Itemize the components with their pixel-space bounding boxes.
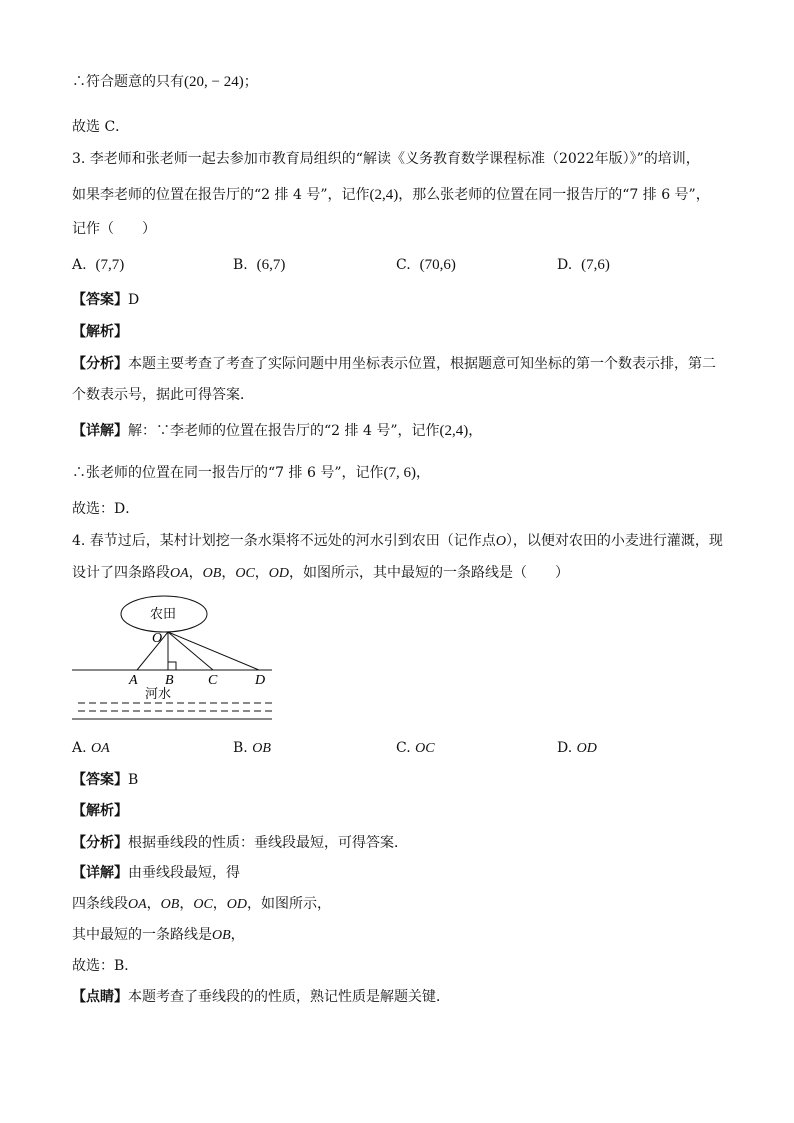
q3-xiangjie-2: ∴张老师的位置在同一报告厅的“7 排 6 号”，记作(7, 6)， — [72, 465, 430, 481]
q3-fenxi-1: 【分析】本题主要考查了考查了实际问题中用坐标表示位置，根据题意可知坐标的第一个数表示排，第二 — [72, 356, 716, 372]
q4-fenxi: 【分析】根据垂线段的性质：垂线段最短，可得答案． — [72, 835, 408, 851]
q3-xiangjie-3: 故选：D． — [72, 501, 140, 517]
q4-figure — [72, 592, 277, 724]
q4-stem-line-1: 4. 春节过后，某村计划挖一条水渠将不远处的河水引到农田（记作点O），以便对农田的小麦进行灌溉，现 — [72, 533, 723, 549]
point-a-label: A — [129, 673, 138, 688]
q4-jiexi: 【解析】 — [72, 803, 128, 819]
point-c-label: C — [208, 673, 218, 688]
q4-xiangjie-2: 四条线段OA，OB，OC，OD，如图所示， — [72, 896, 332, 912]
q3-stem-line-3: 记作（ ） — [72, 221, 156, 237]
point-d-label: D — [255, 673, 266, 688]
q3-option-d: D. (7,6) — [557, 257, 610, 273]
segment-od — [168, 632, 259, 670]
q3-answer: 【答案】D — [72, 292, 140, 308]
segment-oc — [168, 632, 213, 670]
q4-answer: 【答案】B — [72, 772, 139, 788]
q3-jiexi: 【解析】 — [72, 324, 128, 340]
q4-xiangjie-1: 【详解】由垂线段最短，得 — [72, 865, 240, 881]
choice-line: 故选 C． — [72, 119, 130, 135]
q3-option-a: A. (7,7) — [72, 257, 125, 273]
q4-xiangjie-3: 其中最短的一条路线是OB， — [72, 927, 245, 943]
q3-option-c: C. (70,6) — [396, 257, 456, 273]
q4-option-a: A. OA — [72, 740, 110, 756]
q4-dianjing: 【点睛】本题考查了垂线段的的性质，熟记性质是解题关键． — [72, 989, 450, 1005]
point-o-label: O — [152, 631, 163, 646]
q3-xiangjie-1: 【详解】解：∵李老师的位置在报告厅的“2 排 4 号”，记作(2,4)， — [72, 423, 483, 439]
q3-option-b: B. (6,7) — [233, 257, 286, 273]
q4-option-c: C. OC — [396, 740, 435, 756]
q3-stem-line-2 — [72, 185, 710, 205]
q4-stem-line-2: 设计了四条路段OA，OB，OC，OD，如图所示，其中最短的一条路线是（ ） — [72, 565, 570, 581]
point-b-label: B — [165, 673, 174, 688]
coordinate: (2,4) — [369, 187, 399, 203]
q4-xiangjie-4: 故选：B． — [72, 958, 139, 974]
river-label: 河水 — [145, 686, 172, 701]
coordinate: (20, − 24) — [184, 74, 244, 90]
right-angle-mark — [168, 662, 176, 670]
text: ； — [243, 74, 258, 90]
q4-option-d: D. OD — [557, 740, 597, 756]
field-label: 农田 — [150, 606, 177, 621]
q4-option-b: B. OB — [233, 740, 271, 756]
text: ∴符合题意的只有 — [72, 74, 184, 90]
text: ，那么张老师的位置在同一报告厅的“7 排 6 号”， — [398, 187, 710, 203]
conclusion-line — [72, 72, 258, 92]
q3-stem-line-1: 3. 李老师和张老师一起去参加市教育局组织的“解读《义务教育数学课程标准（2022年版）》”的培训， — [72, 151, 700, 167]
text: 如果李老师的位置在报告厅的“2 排 4 号”，记作 — [72, 187, 370, 203]
q3-fenxi-2: 个数表示号，据此可得答案． — [72, 387, 254, 403]
